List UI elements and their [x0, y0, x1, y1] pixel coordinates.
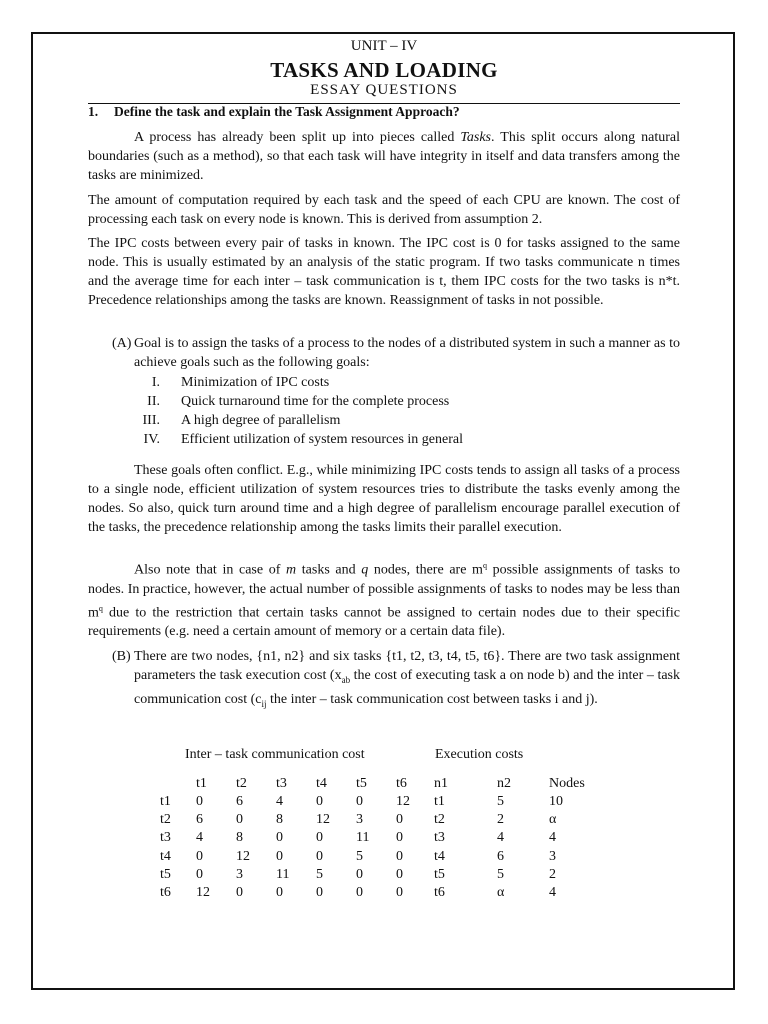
- exec-column-header: n2: [497, 776, 511, 791]
- ipc-cell: 6: [196, 812, 203, 828]
- ipc-cell: 11: [276, 866, 290, 882]
- exec-cell: 4: [549, 885, 556, 900]
- exec-cell: 3: [549, 848, 556, 864]
- ipc-cell: 0: [276, 830, 283, 846]
- ipc-row-label: t1: [160, 794, 171, 809]
- ipc-cell: 0: [396, 812, 403, 828]
- paragraph-possible-assignments: Also note that in case of m tasks and q nodes, there are $m^q$ possible assignments of tasks to nodes. In practice, however, the actual number of possible assignments of tasks to nodes may be less than $m^q$ due to the restriction that certain tasks cannot be assigned to certain nodes due to their specific requirements (e.g. need a certain amount of memory or a certain data file).: [88, 561, 681, 640]
- ipc-cell: 5: [316, 866, 323, 882]
- ipc-cell: 0: [236, 812, 243, 828]
- ipc-cell: 11: [356, 830, 370, 846]
- ipc-column-header: t2: [236, 776, 247, 791]
- ipc-cell: 0: [196, 794, 203, 809]
- ipc-cell: 0: [396, 885, 403, 900]
- question-number: 1.: [88, 104, 99, 119]
- ipc-cell: 0: [396, 848, 403, 864]
- ipc-cell: 4: [196, 830, 203, 846]
- ipc-cell: 0: [316, 885, 323, 900]
- section-b-label: (B): [112, 649, 131, 664]
- ipc-cell: 0: [196, 866, 203, 882]
- ipc-column-header: t1: [196, 776, 207, 791]
- ipc-column-header: t3: [276, 776, 287, 791]
- paragraph-ipc-costs: The IPC costs between every pair of tasks in known. The IPC cost is 0 for tasks assigned to the same node. This is usually estimated by an analysis of the static program. If two tasks communicate n times and the average time for each inter – task communication is t, them IPC costs for the two tasks is n*t. Precedence relationships among the tasks are known. Reassignment of tasks in not possible.: [88, 236, 680, 308]
- ipc-cell: 4: [276, 794, 283, 809]
- section-b: [112, 647, 680, 714]
- exec-row-label: t2: [434, 812, 445, 828]
- ipc-cell: 0: [396, 866, 403, 882]
- section-subtitle: ESSAY QUESTIONS: [310, 82, 458, 98]
- ipc-cell: 8: [276, 812, 283, 828]
- exec-table-caption: Execution costs: [435, 747, 524, 762]
- exec-column-header: n1: [434, 776, 448, 791]
- paragraph-computation: The amount of computation required by each task and the speed of each CPU are known. The cost of processing each task on every node is known. This is derived from assumption 2.: [88, 193, 680, 227]
- section-b-text: There are two nodes, {n1, n2} and six tasks {t1, t2, t3, t4, t5, t6}. There are two task assignment parameters the task execution cost ($x_{ab}$ the cost of executing task a on node b) and the inter – task communication cost ($c_{ij}$ the inter – task communication cost between tasks i and j).: [134, 649, 681, 709]
- ipc-cell: 0: [356, 794, 363, 809]
- ipc-cell: 0: [276, 848, 283, 864]
- section-a-text: Goal is to assign the tasks of a process to the nodes of a distributed system in such a manner as to achieve goals such as the following goals:: [134, 336, 680, 370]
- exec-cell: 10: [549, 794, 563, 809]
- exec-row-label: t6: [434, 885, 445, 900]
- paragraph-tasks-definition: A process has already been split up into pieces called Tasks. This split occurs along natural boundaries (such as a method), so that each task will have integrity in itself and data transfers among the tasks are minimized.: [88, 130, 680, 183]
- ipc-row-label: t6: [160, 885, 171, 900]
- exec-cell: 4: [497, 830, 504, 846]
- exec-row-label: t5: [434, 866, 445, 882]
- ipc-cell: 12: [236, 848, 250, 864]
- ipc-cell: 6: [236, 794, 243, 809]
- ipc-cell: 0: [316, 848, 323, 864]
- ipc-cell: 12: [396, 794, 410, 809]
- ipc-row-label: t2: [160, 812, 171, 828]
- ipc-cell: 0: [396, 830, 403, 846]
- ipc-cell: 12: [196, 885, 210, 900]
- ipc-column-header: t5: [356, 776, 367, 791]
- exec-cell: α: [497, 885, 505, 900]
- ipc-cell: 8: [236, 830, 243, 846]
- ipc-cell: 0: [196, 848, 203, 864]
- ipc-table-caption: Inter – task communication cost: [185, 747, 365, 762]
- ipc-row-label: t3: [160, 830, 171, 846]
- ipc-cell: 0: [276, 885, 283, 900]
- exec-row-label: t1: [434, 794, 445, 809]
- question-1: [88, 104, 460, 120]
- ipc-cell: 12: [316, 812, 330, 828]
- ipc-column-header: t4: [316, 776, 327, 791]
- ipc-cell: 5: [356, 848, 363, 864]
- ipc-cell: 3: [236, 866, 243, 882]
- exec-cell: 5: [497, 794, 504, 809]
- page-title: TASKS AND LOADING: [270, 58, 498, 82]
- ipc-column-header: t6: [396, 776, 407, 791]
- exec-cell: α: [549, 812, 557, 828]
- question-text: Define the task and explain the Task Assignment Approach?: [114, 104, 460, 119]
- exec-column-header: Nodes: [549, 776, 585, 791]
- ipc-cell: 0: [356, 885, 363, 900]
- ipc-cell: 0: [236, 885, 243, 900]
- unit-heading: UNIT – IV: [350, 38, 418, 54]
- exec-cell: 2: [497, 812, 504, 828]
- exec-cell: 5: [497, 866, 504, 882]
- exec-row-label: t4: [434, 848, 445, 864]
- ipc-row-label: t4: [160, 848, 171, 864]
- ipc-cell: 0: [316, 794, 323, 809]
- exec-cell: 4: [549, 830, 556, 846]
- exec-row-label: t3: [434, 830, 445, 846]
- exec-cell: 2: [549, 866, 556, 882]
- ipc-cell: 3: [356, 812, 363, 828]
- ipc-cell: 0: [356, 866, 363, 882]
- ipc-cell: 0: [316, 830, 323, 846]
- paragraph-goals-conflict: These goals often conflict. E.g., while minimizing IPC costs tends to assign all tasks of a process to a single node, efficient utilization of system resources tries to distribute the tasks evenly among the nodes. So also, quick turn around time and a high degree of parallelism encourage parallel execution of the tasks, the precedence relationship among the tasks limits their parallel execution.: [88, 463, 680, 535]
- exec-cell: 6: [497, 848, 504, 864]
- section-a-label: (A): [112, 336, 132, 351]
- ipc-row-label: t5: [160, 866, 171, 882]
- section-a: [112, 334, 680, 372]
